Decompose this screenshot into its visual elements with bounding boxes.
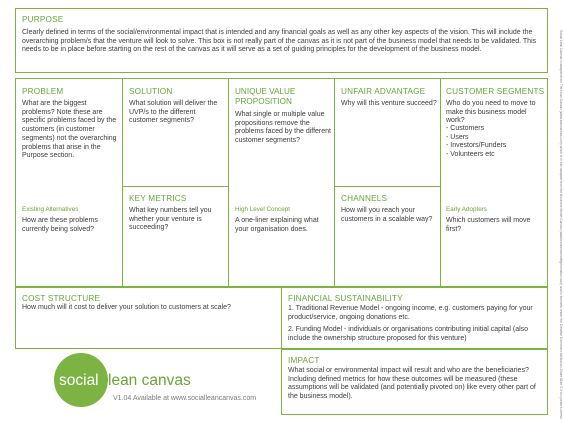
side-note-text: Social Lean Canvas is adapted from The Lean Canvas (www.leancanvas.com) which is in turn adapted from the Business Model Canvas (www.businessmodelgeneration.com) and is licensed under the Creative Commons Attribution-Share Alike 3.0 Un-ported License. [559,30,563,420]
cost-structure-text: How much will it cost to deliver your solution to customers at scale? [22,304,231,311]
grid-divider [334,186,441,187]
key-metrics-text: What key numbers tell you whether your venture is succeeding? [129,207,212,232]
key-metrics-title: KEY METRICS [129,194,187,203]
grid-divider [122,78,123,287]
logo-rest: lean canvas [108,372,191,389]
purpose-text: Clearly defined in terms of the social/environmental impact that is intended and any financial goals as well as any other key aspects of the vision. This will include the overarching problem/s that the venture will look to solve. This box is not really part of the canvas as it is not part of the business model that needs to be validated. This needs to be in place before starting on the rest of the canvas as it will serve as a set of guiding principles for the development of the business model. [22,29,537,54]
financial-text-1: 1. Traditional Revenue Model - ongoing income, e.g. customers paying for your product/service, ongoing donations etc. [288,305,533,321]
customer-segments-item: - Users [446,133,469,141]
uvp-text: What single or multiple value propositions remove the problems faced by the different customer segments? [235,111,331,145]
unfair-advantage-text: Why will this venture succeed? [341,100,437,107]
unfair-advantage-title: UNFAIR ADVANTAGE [341,87,426,96]
customer-segments-item: - Investors/Funders [446,142,507,149]
problem-title: PROBLEM [22,87,64,96]
problem-text: What are the biggest problems? Note these are specific problems faced by the customers (in customer segments) not the overarching problems that arise in the Purpose section. [22,100,117,160]
uvp-title-line2: PROPOSITION [235,97,292,106]
impact-title: IMPACT [288,356,320,365]
purpose-title: PURPOSE [22,15,64,24]
channels-text: How will you reach your customers in a scalable way? [341,207,433,223]
customer-segments-item: - Customers [446,125,485,132]
financial-title: FINANCIAL SUSTAINABILITY [288,294,403,303]
problem-subtitle: Existing Alternatives [22,206,79,213]
grid-divider [122,186,229,187]
customer-segments-item: - Volunteers etc [446,150,495,158]
logo-word: social [59,372,99,389]
customer-segments-text: Who do you need to move to make this business model work? [446,100,536,125]
uvp-subtext: A one-liner explaining what your organisation does. [235,217,319,233]
channels-title: CHANNELS [341,194,388,203]
solution-text: What solution will deliver the UVP/s to the different customer segments? [129,100,218,125]
problem-subtext: How are these problems currently being solved? [22,217,98,233]
uvp-title-line1: UNIQUE VALUE [235,87,296,96]
customer-segments-subtitle: Early Adopters [446,206,487,213]
financial-text-2: 2. Funding Model - individuals or organisations contributing initial capital (also include the ownership structure proposed for this venture) [288,326,529,342]
version-text: V1.04 Available at www.socialleancanvas.com [113,395,257,402]
impact-text: What social or environmental impact will result and who are the beneficiaries? Including defined metrics for how these outcomes will be measured (these assumptions will be validated (and potentially pivoted on) like every other part of the business model). [288,367,536,401]
solution-title: SOLUTION [129,87,173,96]
uvp-subtitle: High Level Concept [235,206,290,213]
grid-divider [334,78,335,287]
customer-segments-subtext: Which customers will move first? [446,217,531,233]
side-note [556,30,564,420]
grid-divider [440,78,441,287]
customer-segments-title: CUSTOMER SEGMENTS [446,87,545,96]
grid-divider [228,78,229,287]
cost-structure-title: COST STRUCTURE [22,294,101,303]
